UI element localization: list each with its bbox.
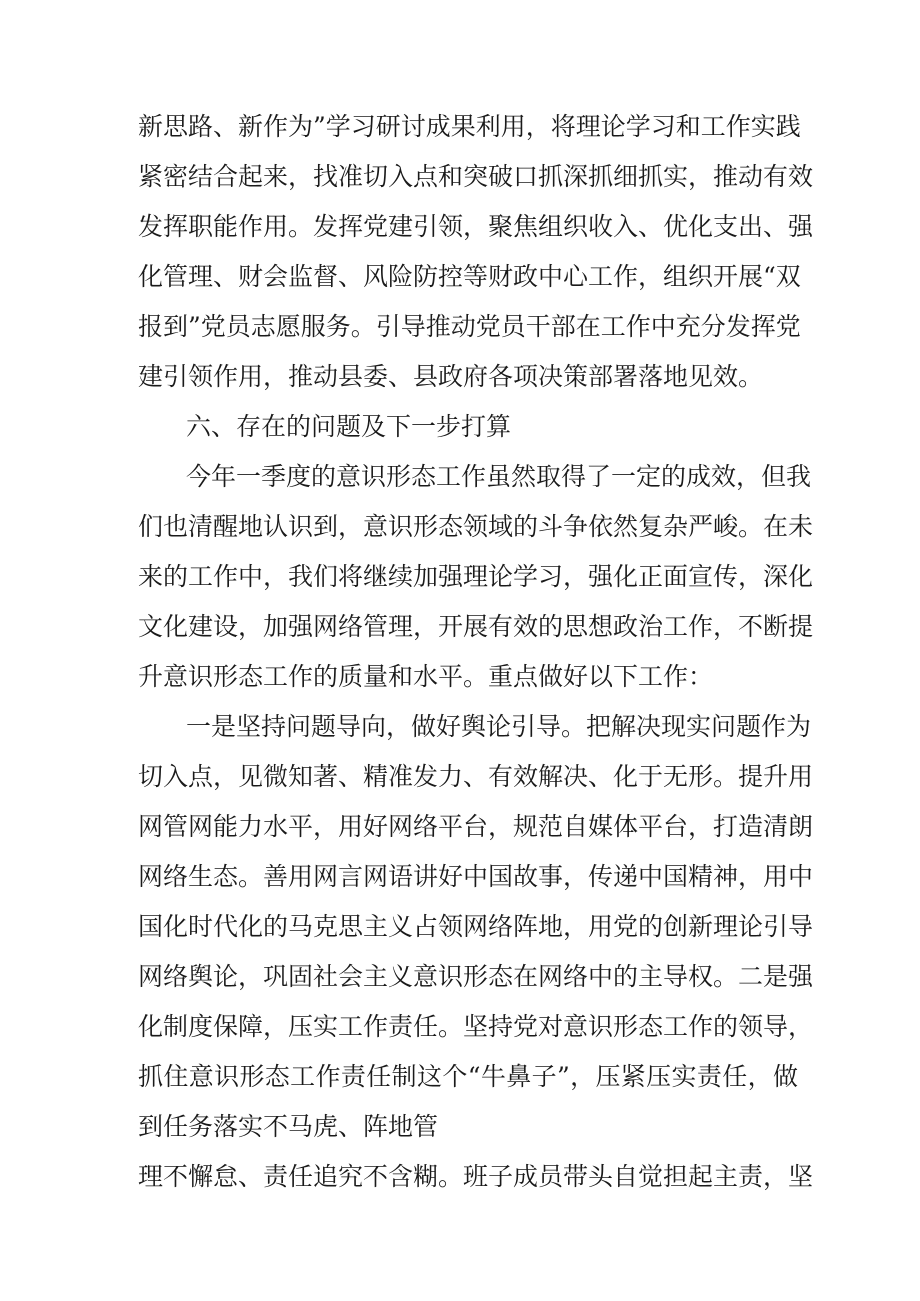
text-line: 理不懈怠、责任追究不含糊。班子成员带头自觉担起主责，坚 [138, 1162, 814, 1191]
text-line: 文化建设，加强网络管理，开展有效的思想政治工作，不断提 [138, 612, 814, 641]
text-line: 发挥职能作用。发挥党建引领，聚焦组织收入、优化支出、强 [138, 212, 814, 241]
text-line: 新思路、新作为”学习研讨成果利用，将理论学习和工作实践 [138, 112, 801, 141]
text-line: 化管理、财会监督、风险防控等财政中心工作，组织开展“双 [138, 262, 801, 291]
text-line: 化制度保障，压实工作责任。坚持党对意识形态工作的领导， [138, 1012, 814, 1041]
text-line: 紧密结合起来，找准切入点和突破口抓深抓细抓实，推动有效 [138, 162, 814, 191]
text-line: 网络生态。善用网言网语讲好中国故事，传递中国精神，用中 [138, 862, 814, 891]
text-line: 网管网能力水平，用好网络平台，规范自媒体平台，打造清朗 [138, 812, 814, 841]
text-line: 升意识形态工作的质量和水平。重点做好以下工作： [138, 662, 714, 691]
text-line: 们也清醒地认识到，意识形态领域的斗争依然复杂严峻。在未 [138, 512, 814, 541]
text-line: 国化时代化的马克思主义占领网络阵地，用党的创新理论引导 [138, 912, 814, 941]
text-line: 网络舆论，巩固社会主义意识形态在网络中的主导权。二是强 [138, 962, 814, 991]
text-line: 今年一季度的意识形态工作虽然取得了一定的成效，但我 [186, 462, 812, 491]
section-heading: 六、存在的问题及下一步打算 [186, 412, 512, 441]
text-line: 一是坚持问题导向，做好舆论引导。把解决现实问题作为 [186, 712, 812, 741]
text-line: 报到”党员志愿服务。引导推动党员干部在工作中充分发挥党 [138, 312, 801, 341]
text-line: 到任务落实不马虎、阵地管 [138, 1112, 439, 1141]
text-line: 来的工作中，我们将继续加强理论学习，强化正面宣传，深化 [138, 562, 814, 591]
text-line: 抓住意识形态工作责任制这个“牛鼻子”，压紧压实责任，做 [138, 1062, 798, 1091]
text-line: 切入点，见微知著、精准发力、有效解决、化于无形。提升用 [138, 762, 814, 791]
text-line: 建引领作用，推动县委、县政府各项决策部署落地见效。 [138, 362, 764, 391]
